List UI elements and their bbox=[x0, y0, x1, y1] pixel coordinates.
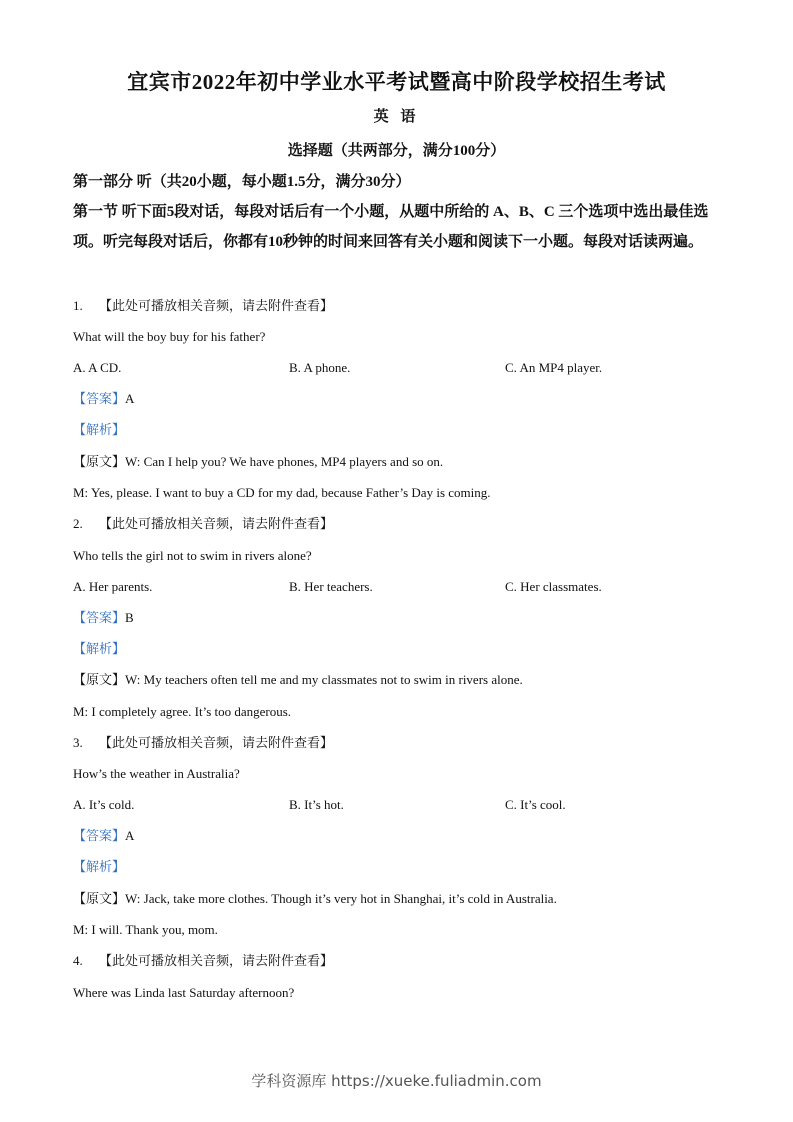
question-1-option-c: C. An MP4 player. bbox=[505, 360, 603, 375]
question-3-transcript-1 bbox=[73, 891, 557, 907]
question-3-prompt: How’s the weather in Australia? bbox=[73, 766, 240, 781]
question-2-prompt: Who tells the girl not to swim in rivers alone? bbox=[73, 548, 312, 563]
question-2-option-b: B. Her teachers. bbox=[289, 579, 373, 594]
question-number: 4. bbox=[73, 953, 83, 968]
question-number: 1. bbox=[73, 298, 83, 313]
audio-note[interactable]: 【此处可播放相关音频，请去附件查看】 bbox=[99, 735, 334, 750]
transcript-label: 【原文】 bbox=[73, 454, 126, 469]
answer-label: 【答案】 bbox=[73, 391, 126, 406]
answer-label: 【答案】 bbox=[73, 828, 126, 843]
answer-label: 【答案】 bbox=[73, 610, 126, 625]
footer-watermark: 学科资源库 https://xueke.fuliadmin.com bbox=[251, 1072, 542, 1090]
question-1-transcript-1 bbox=[73, 454, 443, 470]
question-2-transcript-2: M: I completely agree. It’s too dangerous. bbox=[73, 704, 292, 719]
question-3-option-a: A. It’s cold. bbox=[73, 797, 135, 812]
listening-instructions: 第一节 听下面5段对话，每段对话后有一个小题，从题中所给的 A、B、C 三个选项中选出最佳选项。听完每段对话后，你都有10秒钟的时间来回答有关小题和阅读下一小题。每段对话读两遍。 bbox=[73, 204, 709, 250]
audio-note[interactable]: 【此处可播放相关音频，请去附件查看】 bbox=[99, 953, 334, 968]
question-2-option-c: C. Her classmates. bbox=[505, 579, 602, 594]
question-3-answer bbox=[73, 828, 134, 844]
question-1-transcript-2: M: Yes, please. I want to buy a CD for my dad, because Father’s Day is coming. bbox=[73, 485, 491, 500]
question-1-option-b: B. A phone. bbox=[289, 360, 351, 375]
question-number: 3. bbox=[73, 735, 83, 750]
transcript-label: 【原文】 bbox=[73, 672, 126, 687]
transcript-text: W: Jack, take more clothes. Though it’s very hot in Shanghai, it’s cold in Australia. bbox=[125, 891, 557, 906]
subject-title: 英 语 bbox=[373, 109, 420, 125]
part-heading: 第一部分 听（共20小题，每小题1.5分，满分30分） bbox=[73, 174, 411, 190]
question-2-header bbox=[73, 516, 333, 532]
transcript-text: W: My teachers often tell me and my classmates not to swim in rivers alone. bbox=[125, 672, 523, 687]
question-2-answer bbox=[73, 610, 134, 626]
transcript-label: 【原文】 bbox=[73, 891, 126, 906]
question-4-header bbox=[73, 953, 333, 969]
answer-value: A bbox=[125, 828, 135, 843]
question-2-transcript-1 bbox=[73, 672, 523, 688]
question-1-prompt: What will the boy buy for his father? bbox=[73, 329, 266, 344]
question-3-option-b: B. It’s hot. bbox=[289, 797, 344, 812]
exam-title: 宜宾市2022年初中学业水平考试暨高中阶段学校招生考试 bbox=[127, 70, 666, 94]
question-1-answer bbox=[73, 391, 134, 407]
question-3-option-c: C. It’s cool. bbox=[505, 797, 566, 812]
section-heading: 选择题（共两部分，满分100分） bbox=[287, 143, 506, 159]
question-3-transcript-2: M: I will. Thank you, mom. bbox=[73, 922, 218, 937]
answer-value: A bbox=[125, 391, 135, 406]
question-1-option-a: A. A CD. bbox=[73, 360, 122, 375]
question-3-analysis-label: 【解析】 bbox=[73, 859, 126, 874]
question-number: 2. bbox=[73, 516, 83, 531]
answer-value: B bbox=[125, 610, 134, 625]
question-1-header bbox=[73, 298, 333, 314]
question-3-header bbox=[73, 735, 333, 751]
question-2-analysis-label: 【解析】 bbox=[73, 641, 126, 656]
audio-note[interactable]: 【此处可播放相关音频，请去附件查看】 bbox=[99, 298, 334, 313]
question-4-prompt: Where was Linda last Saturday afternoon? bbox=[73, 985, 295, 1000]
transcript-text: W: Can I help you? We have phones, MP4 players and so on. bbox=[125, 454, 444, 469]
audio-note[interactable]: 【此处可播放相关音频，请去附件查看】 bbox=[99, 516, 334, 531]
question-2-option-a: A. Her parents. bbox=[73, 579, 153, 594]
question-1-analysis-label: 【解析】 bbox=[73, 422, 126, 437]
